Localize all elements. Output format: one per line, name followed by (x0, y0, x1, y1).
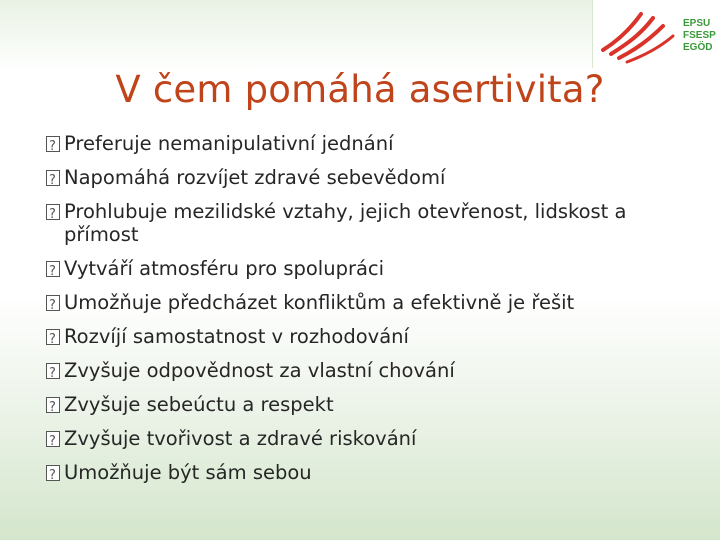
bullet-text: Umožňuje předcházet konfliktům a efektivně je řešit (64, 291, 575, 314)
missing-glyph-box-icon (46, 295, 60, 311)
missing-glyph-box-icon (46, 261, 60, 277)
bullet-item (46, 359, 686, 382)
logo-line-1: EPSU (683, 18, 711, 29)
bullet-text: Umožňuje být sám sebou (64, 461, 312, 484)
missing-glyph-box-icon (46, 170, 60, 186)
bullet-text: Zvyšuje odpovědnost za vlastní chování (64, 359, 455, 382)
bullet-item (46, 200, 686, 246)
bullet-item (46, 325, 686, 348)
bullet-text: Vytváří atmosféru pro spolupráci (64, 257, 385, 280)
logo-line-2: FSESP (683, 30, 716, 41)
bullet-item (46, 257, 686, 280)
bullet-item (46, 166, 686, 189)
missing-glyph-box-icon (46, 465, 60, 481)
missing-glyph-box-icon (46, 329, 60, 345)
bullet-text: Preferuje nemanipulativní jednání (64, 132, 394, 155)
bullet-list (46, 132, 686, 495)
logo-line-3: EGÖD (683, 42, 713, 53)
bullet-item (46, 427, 686, 450)
slide-title: V čem pomáhá asertivita? (115, 68, 605, 111)
missing-glyph-box-icon (46, 397, 60, 413)
epsu-logo (592, 0, 720, 68)
bullet-text: Napomáhá rozvíjet zdravé sebevědomí (64, 166, 446, 189)
missing-glyph-box-icon (46, 204, 60, 220)
bullet-item (46, 291, 686, 314)
missing-glyph-box-icon (46, 136, 60, 152)
bullet-text: Zvyšuje sebeúctu a respekt (64, 393, 334, 416)
epsu-logo-icon (597, 4, 717, 64)
bullet-text: Zvyšuje tvořivost a zdravé riskování (64, 427, 417, 450)
bullet-text: Rozvíjí samostatnost v rozhodování (64, 325, 409, 348)
bullet-item (46, 132, 686, 155)
bullet-item (46, 461, 686, 484)
bullet-text: Prohlubuje mezilidské vztahy, jejich otevřenost, lidskost a přímost (64, 200, 627, 246)
bullet-item (46, 393, 686, 416)
missing-glyph-box-icon (46, 363, 60, 379)
missing-glyph-box-icon (46, 431, 60, 447)
